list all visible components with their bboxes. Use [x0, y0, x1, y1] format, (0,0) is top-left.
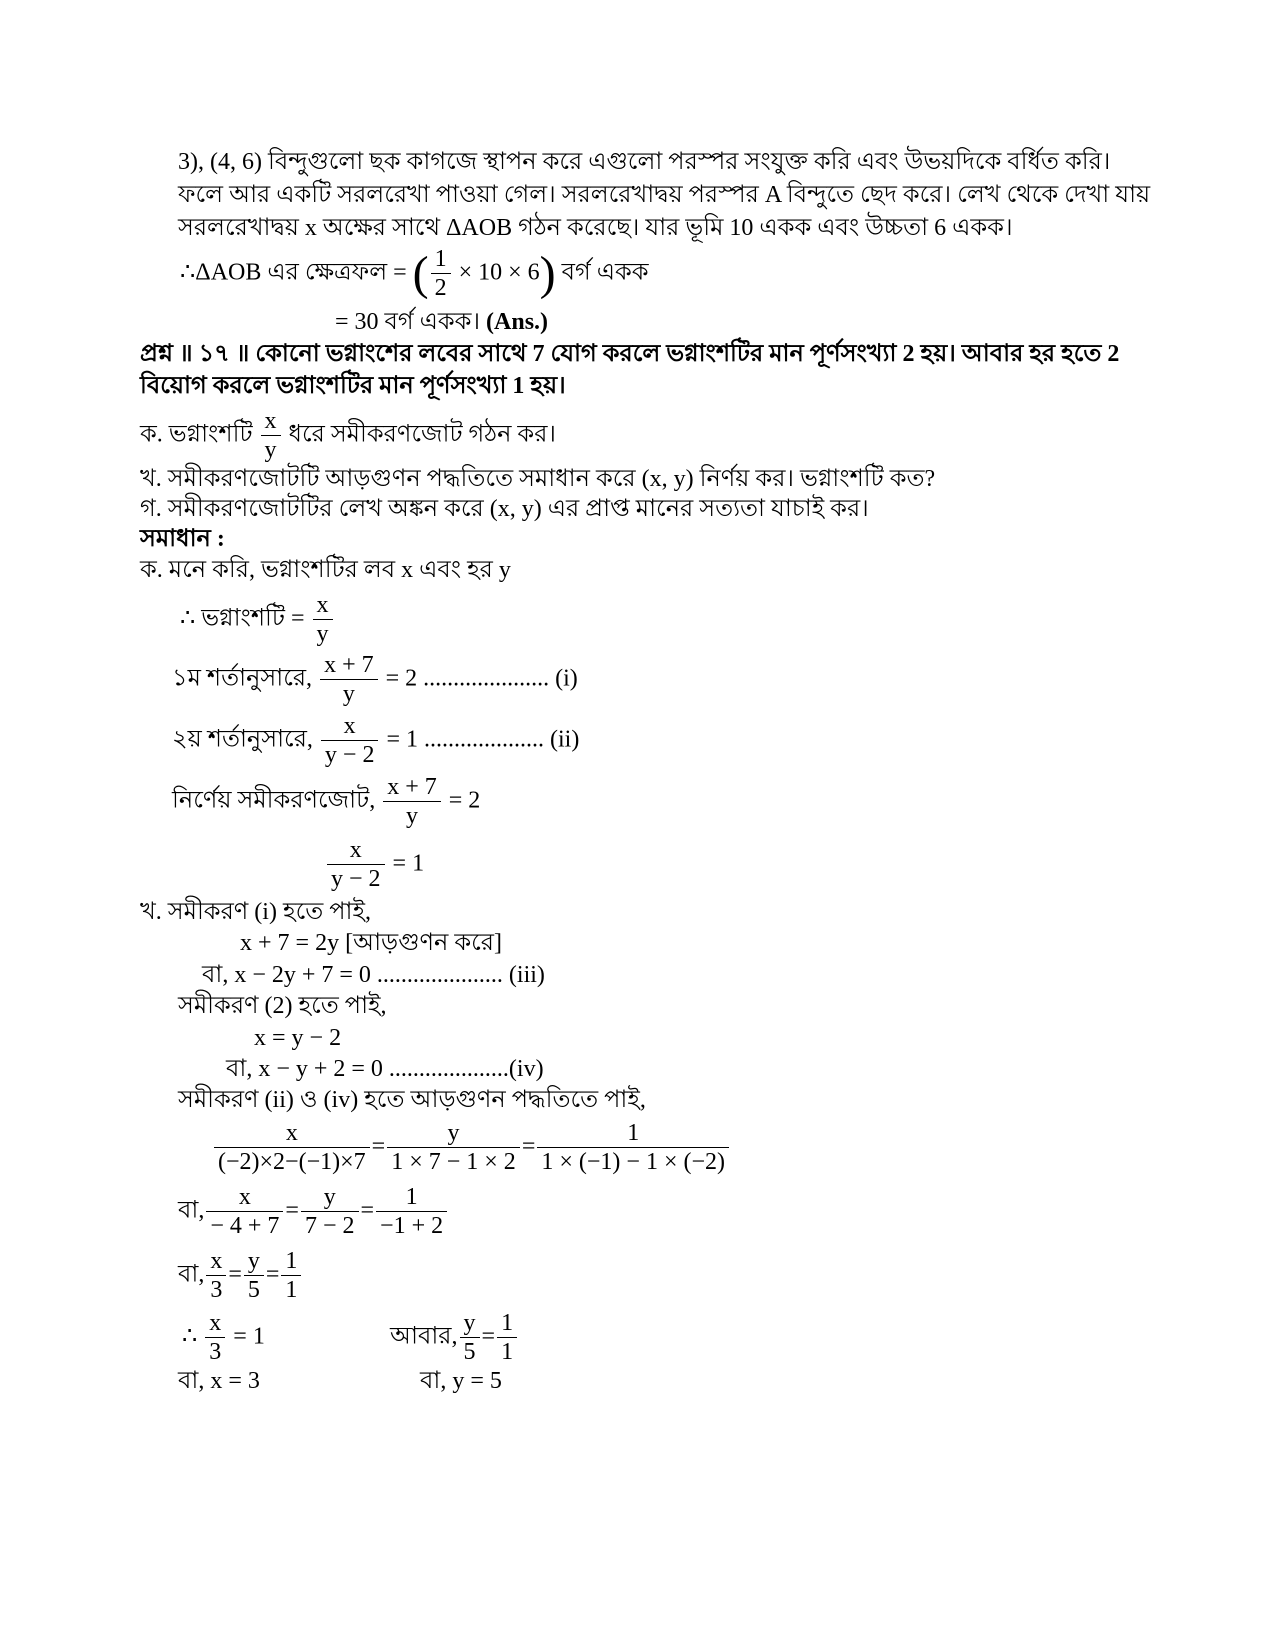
final-y-value: বা, y = 5	[420, 1368, 502, 1394]
numerator: x	[313, 592, 333, 620]
area-unit: বর্গ একক	[561, 259, 649, 286]
step3-fraction-one	[281, 1248, 301, 1304]
area-product: × 10 × 6	[458, 259, 540, 286]
area-result-text: = 30 বর্গ একক।	[335, 309, 481, 335]
question-line-1: প্রশ্ন ॥ ১৭ ॥ কোনো ভগ্নাংশের লবের সাথে 7 যোগ করলে ভগ্নাংশটির মান পূর্ণসংখ্যা 2 হয়। আবার হর হতে 2	[140, 341, 1120, 367]
denominator: 3	[209, 1339, 222, 1366]
intro-line-3: সরলরেখাদ্বয় x অক্ষের সাথে ΔAOB গঠন করেছে। যার ভূমি 10 একক এবং উচ্চতা 6 একক।	[178, 215, 1013, 241]
fraction-x-over-y	[261, 408, 281, 464]
condition-1-rest: = 2 ..................... (i)	[385, 665, 578, 692]
numerator: x + 7	[383, 774, 441, 802]
denominator: 1 × (−1) − 1 × (−2)	[541, 1149, 726, 1176]
denominator: y	[316, 621, 329, 648]
ba-prefix: বা,	[178, 1197, 205, 1224]
result-y-ratio	[390, 1310, 519, 1366]
denominator: y	[405, 803, 418, 830]
numerator: x	[261, 408, 281, 436]
denominator: −1 + 2	[380, 1213, 444, 1240]
denominator: y	[264, 437, 277, 464]
step2-fraction-one	[376, 1184, 447, 1240]
numerator: y	[301, 1184, 359, 1212]
denominator: 5	[247, 1277, 260, 1304]
result-x-fraction	[205, 1310, 225, 1366]
denominator: − 4 + 7	[210, 1213, 280, 1240]
denominator: 7 − 2	[304, 1213, 355, 1240]
question-ka-prefix: ক. ভগ্নাংশটি	[140, 421, 253, 448]
denominator: 1	[501, 1339, 514, 1366]
equation-system-prefix: নির্ণেয় সমীকরণজোট,	[172, 787, 376, 814]
numerator: x	[205, 1310, 225, 1338]
step3-fraction-y	[244, 1248, 264, 1304]
again-label: আবার,	[390, 1323, 458, 1350]
ba-prefix: বা,	[178, 1261, 205, 1288]
result-y-one-fraction	[497, 1310, 517, 1366]
denominator: 2	[434, 275, 447, 302]
intro-line-2: ফলে আর একটি সরলরেখা পাওয়া গেল। সরলরেখাদ্বয় পরস্পর A বিন্দুতে ছেদ করে। লেখ থেকে দেখা যায়	[178, 182, 1151, 208]
step3-fraction-x	[206, 1248, 226, 1304]
denominator: 3	[210, 1277, 223, 1304]
equals-sign: =	[265, 1261, 280, 1288]
denominator: y	[342, 681, 355, 708]
numerator: x	[206, 1248, 226, 1276]
equals-sign: =	[521, 1133, 536, 1160]
left-paren: (	[412, 246, 429, 300]
solution-kha-line-7: সমীকরণ (ii) ও (iv) হতে আড়গুণন পদ্ধতিতে পাই,	[178, 1087, 646, 1113]
denominator: y − 2	[331, 866, 381, 893]
solution-ka-line-1: ক. মনে করি, ভগ্নাংশটির লব x এবং হর y	[140, 557, 511, 583]
solution-kha-line-1: খ. সমীকরণ (i) হতে পাই,	[140, 899, 371, 925]
question-kha: খ. সমীকরণজোটটি আড়গুণন পদ্ধতিতে সমাধান করে (x, y) নির্ণয় কর। ভগ্নাংশটি কত?	[140, 466, 936, 492]
therefore-symbol: ∴	[182, 1323, 198, 1350]
fraction-definition-prefix: ∴ ভগ্নাংশটি =	[180, 605, 305, 632]
cross-fraction-one	[537, 1120, 729, 1176]
solution-heading: সমাধান :	[140, 526, 225, 552]
fraction-x-over-y	[313, 592, 333, 648]
denominator: y − 2	[324, 742, 375, 769]
denominator: 1 × 7 − 1 × 2	[391, 1149, 516, 1176]
area-prefix: ∴ΔAOB এর ক্ষেত্রফল =	[180, 259, 407, 286]
numerator: x	[321, 713, 379, 741]
cross-multiplication-step-3	[178, 1248, 303, 1304]
equals-sign: =	[285, 1197, 299, 1224]
numerator: 1	[537, 1120, 729, 1148]
numerator: x	[214, 1120, 370, 1148]
numerator: 1	[376, 1184, 447, 1212]
condition-2-prefix: ২য় শর্তানুসারে,	[172, 726, 313, 753]
cross-multiplication-step-1	[212, 1120, 731, 1176]
equals-sign: =	[481, 1323, 496, 1350]
condition-1-fraction	[320, 652, 378, 708]
cross-fraction-y	[387, 1120, 520, 1176]
area-result	[335, 308, 548, 337]
question-ka	[140, 408, 556, 464]
denominator: (−2)×2−(−1)×7	[218, 1149, 366, 1176]
half-fraction	[431, 246, 451, 302]
result-y-fraction	[460, 1310, 480, 1366]
condition-1-prefix: ১ম শর্তানুসারে,	[172, 665, 313, 692]
ans-label: (Ans.)	[486, 309, 549, 335]
equation-system-1	[172, 774, 480, 830]
equation-system-rest-2: = 1	[392, 850, 425, 877]
equation-system-fraction-1	[383, 774, 441, 830]
result-x-ratio	[182, 1310, 265, 1366]
question-ga: গ. সমীকরণজোটটির লেখ অঙ্কন করে (x, y) এর প্রাপ্ত মানের সত্যতা যাচাই কর।	[140, 496, 869, 522]
equals-sign: =	[228, 1261, 242, 1288]
solution-kha-line-2: x + 7 = 2y [আড়গুণন করে]	[240, 930, 502, 956]
area-formula	[180, 246, 649, 302]
right-paren: )	[539, 246, 556, 300]
denominator: 1	[285, 1277, 298, 1304]
result-x-rest: = 1	[233, 1323, 265, 1350]
final-x-value: বা, x = 3	[178, 1368, 260, 1394]
equation-system-2	[325, 837, 424, 893]
solution-kha-line-4: সমীকরণ (2) হতে পাই,	[178, 993, 387, 1019]
step2-fraction-y	[301, 1184, 359, 1240]
fraction-definition	[180, 592, 335, 648]
solution-kha-line-5: x = y − 2	[254, 1025, 342, 1051]
cross-fraction-x	[214, 1120, 370, 1176]
numerator: x	[327, 837, 385, 865]
numerator: x	[206, 1184, 283, 1212]
question-line-2: বিয়োগ করলে ভগ্নাংশটির মান পূর্ণসংখ্যা 1 হয়।	[140, 373, 566, 399]
denominator: 5	[463, 1339, 476, 1366]
equation-system-fraction-2	[327, 837, 385, 893]
numerator: y	[460, 1310, 480, 1338]
numerator: y	[387, 1120, 520, 1148]
equation-system-rest-1: = 2	[448, 787, 481, 814]
numerator: 1	[497, 1310, 517, 1338]
equals-sign: =	[360, 1197, 375, 1224]
condition-2	[172, 713, 579, 769]
numerator: x + 7	[320, 652, 378, 680]
condition-2-fraction	[321, 713, 379, 769]
numerator: y	[244, 1248, 264, 1276]
step2-fraction-x	[206, 1184, 283, 1240]
numerator: 1	[431, 246, 451, 274]
intro-line-1: 3), (4, 6) বিন্দুগুলো ছক কাগজে স্থাপন করে এগুলো পরস্পর সংযুক্ত করি এবং উভয়দিকে বর্ধিত করি।	[178, 149, 1111, 175]
solution-kha-line-6: বা, x − y + 2 = 0 ....................(iv)	[226, 1056, 544, 1082]
condition-2-rest: = 1 .................... (ii)	[386, 726, 580, 753]
numerator: 1	[281, 1248, 301, 1276]
condition-1	[172, 652, 578, 708]
question-ka-suffix: ধরে সমীকরণজোট গঠন কর।	[288, 421, 556, 448]
solution-kha-line-3: বা, x − 2y + 7 = 0 ..................... (iii)	[202, 962, 545, 988]
equals-sign: =	[371, 1133, 386, 1160]
cross-multiplication-step-2	[178, 1184, 449, 1240]
